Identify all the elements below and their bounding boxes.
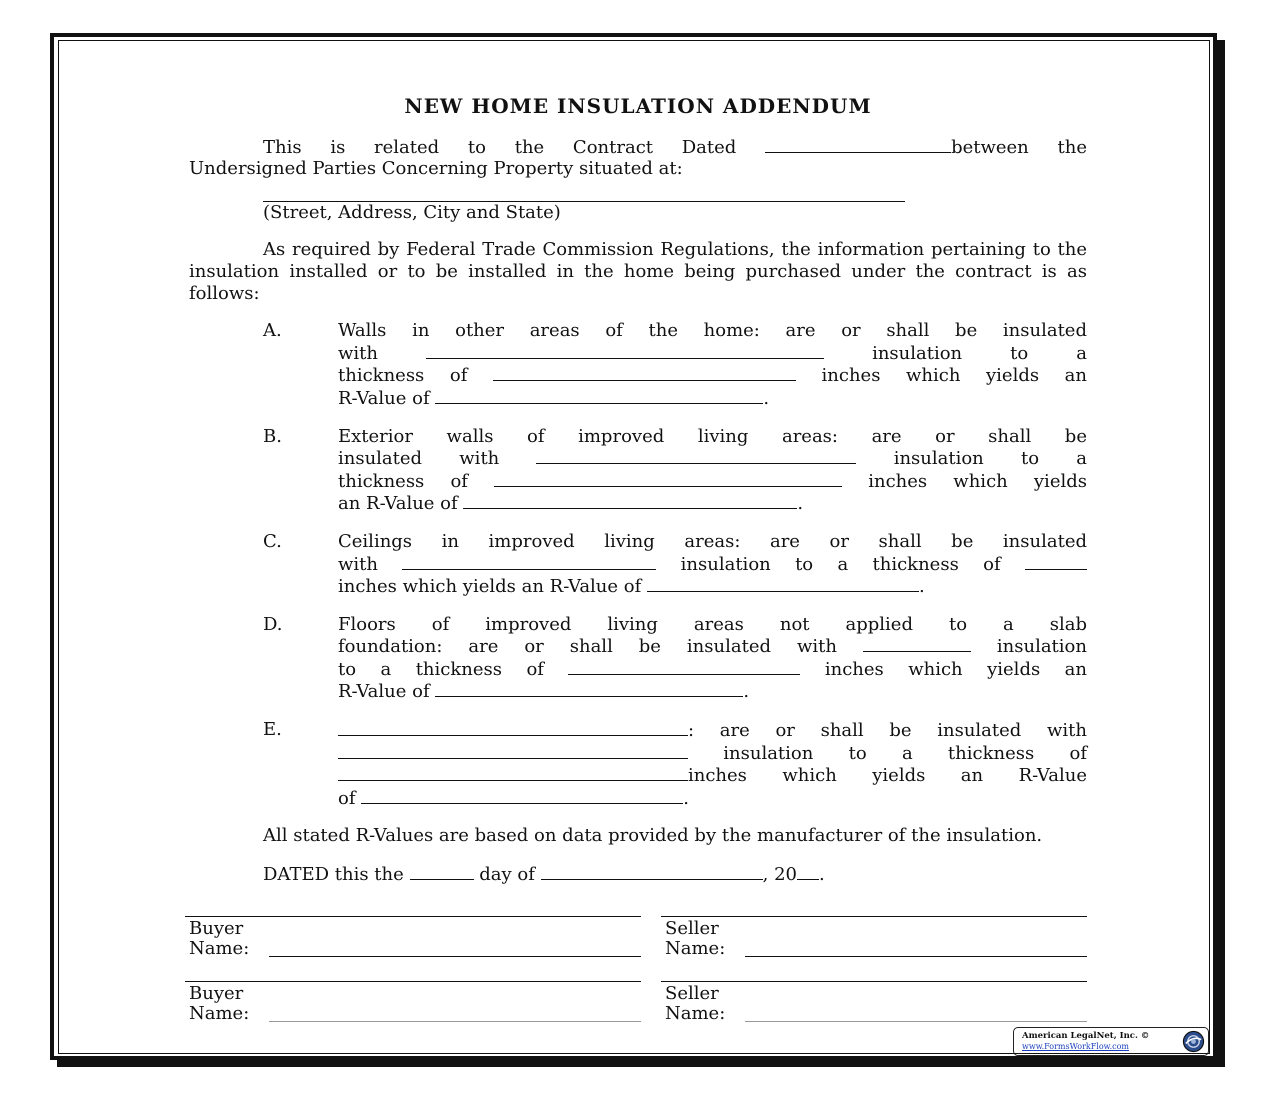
dated-line: DATED this the day of , 20 . (263, 864, 825, 886)
other-area-field[interactable] (338, 719, 688, 736)
document-title: NEW HOME INSULATION ADDENDUM (404, 94, 872, 118)
walls-thickness-field[interactable] (493, 364, 796, 381)
document-body (189, 96, 1087, 886)
item-e: E. : are or shall be insulated with insulation to a thickness of inches which yields an R-Value of . (263, 719, 1087, 809)
item-letter: B. (263, 425, 282, 447)
buyer-name-field[interactable] (269, 1021, 641, 1022)
month-field[interactable] (541, 863, 763, 880)
item-letter: E. (263, 719, 282, 741)
item-letter: A. (263, 320, 282, 342)
year-field[interactable] (797, 863, 819, 880)
globe-icon (1182, 1030, 1205, 1053)
buyer-signature-2: Buyer Name: (185, 981, 641, 1024)
page-shadow-right (1217, 40, 1225, 1067)
day-field[interactable] (410, 863, 474, 880)
exterior-walls-thickness-field[interactable] (494, 470, 842, 487)
seller-signature-2: Seller Name: (661, 981, 1087, 1024)
floors-insulation-type-field[interactable] (863, 635, 971, 652)
other-area-rvalue-field[interactable] (361, 787, 683, 804)
ceilings-insulation-type-field[interactable] (402, 553, 656, 570)
address-field[interactable] (263, 188, 905, 202)
walls-insulation-type-field[interactable] (426, 342, 824, 359)
item-c: C. Ceilings in improved living areas: are or shall be insulated with insulation to a thickness of inches which yields an R-Value of . (263, 530, 1087, 598)
other-area-insulation-type-field[interactable] (338, 742, 688, 759)
ceilings-rvalue-field[interactable] (647, 575, 919, 592)
address-label: (Street, Address, City and State) (263, 201, 561, 223)
seller-name-field[interactable] (745, 1021, 1087, 1022)
item-letter: D. (263, 613, 283, 635)
rvalue-paragraph: All stated R-Values are based on data provided by the manufacturer of the insulation. (263, 825, 1043, 847)
buyer-name-field[interactable] (269, 956, 641, 957)
item-letter: C. (263, 530, 282, 552)
floors-rvalue-field[interactable] (435, 680, 743, 697)
intro-line-2: Undersigned Parties Concerning Property situated at: (189, 158, 683, 180)
exterior-walls-insulation-type-field[interactable] (536, 447, 856, 464)
ceilings-thickness-field[interactable] (1025, 553, 1087, 570)
contract-date-field[interactable] (765, 136, 951, 153)
intro-line-1: This is related to the Contract Dated between the (263, 136, 1087, 158)
page-shadow-bottom (57, 1060, 1225, 1067)
ftc-paragraph: As required by Federal Trade Commission Regulations, the information pertaining to the insulation installed or to be installed in the home being purchased under the contract is as follows: (189, 239, 1087, 304)
logo-company-name: American LegalNet, Inc. © (1022, 1031, 1150, 1041)
item-d: D. Floors of improved living areas not applied to a slab foundation: are or shall be insulated with insulation to a thickness of inches which yields an R-Value of . (263, 613, 1087, 703)
american-legalnet-logo[interactable] (1013, 1027, 1209, 1056)
logo-website-link[interactable]: www.FormsWorkFlow.com (1022, 1042, 1129, 1051)
other-area-thickness-field[interactable] (338, 764, 688, 781)
floors-thickness-field[interactable] (568, 658, 800, 675)
walls-rvalue-field[interactable] (435, 387, 763, 404)
exterior-walls-rvalue-field[interactable] (463, 492, 797, 509)
item-a: A. Walls in other areas of the home: are or shall be insulated with insulation to a thickness of inches which yields an R-Value of . (263, 320, 1087, 409)
address-block (263, 188, 1087, 224)
seller-signature-1: Seller Name: (661, 916, 1087, 959)
seller-name-field[interactable] (745, 956, 1087, 957)
buyer-signature-1: Buyer Name: (185, 916, 641, 959)
item-b: B. Exterior walls of improved living areas: are or shall be insulated with insulation to a thickness of inches which yields an R-Value of . (263, 425, 1087, 515)
